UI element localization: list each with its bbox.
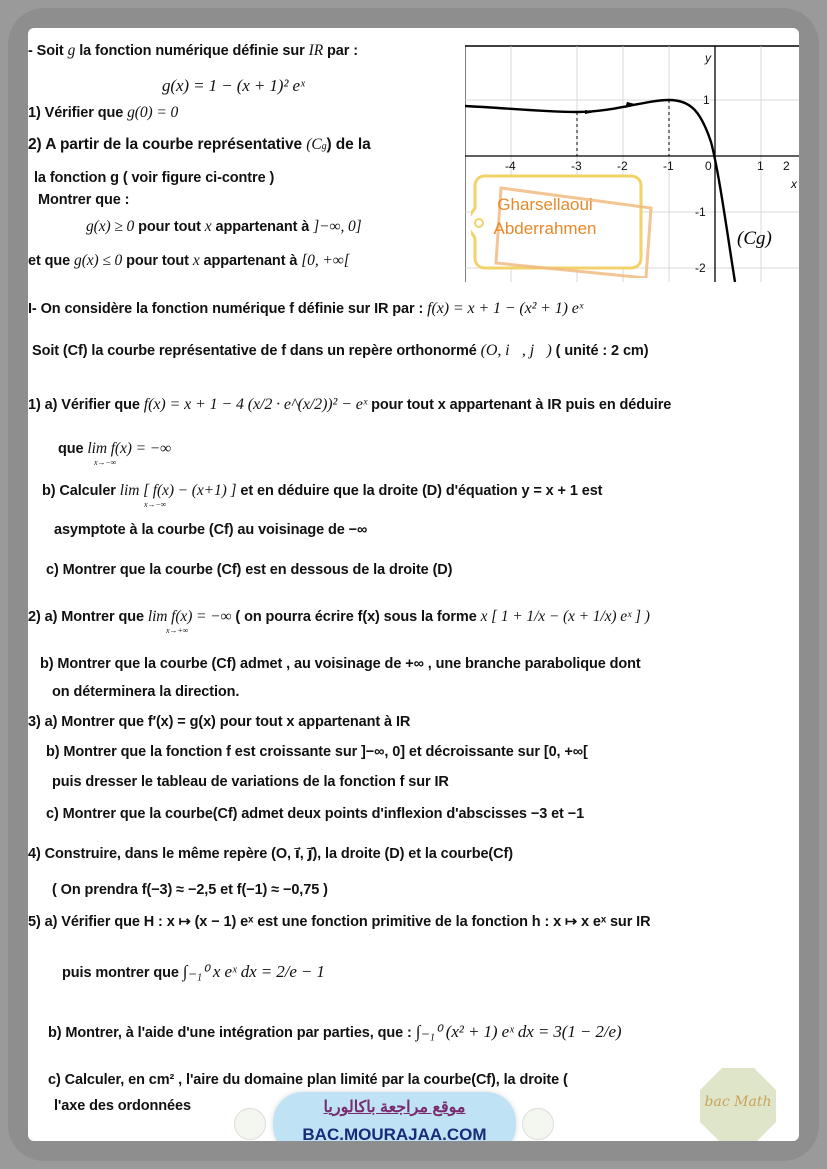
q1a-lim-sub: x→−∞ xyxy=(94,458,117,467)
ineq1-expr: g(x) ≥ 0 xyxy=(86,218,135,235)
q1c-line: c) Montrer que la courbe (Cf) est en dessous de la droite (D) xyxy=(46,562,453,578)
q3b-line2: puis dresser le tableau de variations de la fonction f sur IR xyxy=(52,774,449,790)
q1a-que: que xyxy=(58,441,84,457)
xtick-m2: -2 xyxy=(617,159,628,173)
q2-line1: 2) A partir de la courbe représentative (Cg) de la xyxy=(28,136,371,153)
q1-label: 1) Vérifier que xyxy=(28,105,124,121)
q3c-line: c) Montrer que la courbe(Cf) admet deux points d'inflexion d'abscisses −3 et −1 xyxy=(46,806,585,822)
badge-text: bac Math xyxy=(704,1094,772,1110)
xtick-0: 0 xyxy=(705,159,712,173)
q2-line2: la fonction g ( voir figure ci-contre ) xyxy=(34,170,275,186)
q2-text: 2) A partir de la courbe représentative xyxy=(28,136,303,153)
intro-text-e: par : xyxy=(327,43,358,59)
cg-label: (Cg) xyxy=(737,228,772,249)
watermark-line1: Gharsellaoui xyxy=(497,195,593,214)
unite: ( unité : 2 cm) xyxy=(555,343,649,359)
footer-logo-left-icon xyxy=(234,1108,266,1140)
footer-arabic[interactable]: موقع مراجعة باكالوريا xyxy=(323,1099,466,1116)
q5c-line: c) Calculer, en cm² , l'aire du domaine plan limité par la courbe(Cf), la droite ( xyxy=(48,1072,568,1088)
xtick-1: 1 xyxy=(757,159,764,173)
ytick-m1: -1 xyxy=(695,205,706,219)
q5c-line2: l'axe des ordonnées xyxy=(54,1098,191,1114)
q4-hint: ( On prendra f(−3) ≈ −2,5 et f(−1) ≈ −0,75 ) xyxy=(52,882,328,898)
q5b-line xyxy=(48,1022,621,1042)
repere: (O, i⃗, j⃗) xyxy=(480,342,552,359)
q2a-form: x [ 1 + 1/x − (x + 1/x) eˣ ] ) xyxy=(480,608,650,625)
q2a-label: 2) a) Montrer que xyxy=(28,609,144,625)
document-sheet xyxy=(28,28,799,1141)
intro-ir: IR xyxy=(308,42,324,59)
q3b-line: b) Montrer que la fonction f est croissante sur ]−∞, 0] et décroissante sur [0, +∞[ xyxy=(46,744,588,760)
part1-intro xyxy=(28,42,358,60)
q1b-label: b) Calculer xyxy=(42,483,116,499)
q1b-lim: lim [ f(x) − (x+1) ] xyxy=(119,482,237,499)
ineq1-text: pour tout xyxy=(138,219,201,235)
ineq2-text: pour tout xyxy=(126,253,189,269)
q2b-line2: on déterminera la direction. xyxy=(52,684,240,700)
q2a-end: ( on pourra écrire f(x) sous la forme xyxy=(235,609,477,625)
part2-soit xyxy=(32,342,648,360)
q1a-expr: f(x) = x + 1 − 4 (x/2 · e^(x/2))² − eˣ xyxy=(143,396,368,413)
ytick-m2: -2 xyxy=(695,261,706,275)
soit-text: Soit (Cf) la courbe représentative de f dans un repère orthonormé xyxy=(32,343,477,359)
xtick-m3: -3 xyxy=(571,159,582,173)
q2a-lim-sub: x→+∞ xyxy=(166,626,189,635)
ineq1-var: x xyxy=(204,218,212,235)
q2-text-end: ) de la xyxy=(326,136,371,153)
ineq2-text2: appartenant à xyxy=(203,253,298,269)
intro-text-c: la fonction numérique définie sur xyxy=(79,43,305,59)
part2-intro xyxy=(28,300,583,318)
q2b-line: b) Montrer que la courbe (Cf) admet , au voisinage de +∞ , une branche parabolique dont xyxy=(40,656,641,672)
q5b-text: b) Montrer, à l'aide d'une intégration par parties, que : xyxy=(48,1025,412,1041)
q2a-lim: lim f(x) = −∞ xyxy=(147,608,232,625)
q5a-line2 xyxy=(62,962,325,982)
q1a-label: 1) a) Vérifier que xyxy=(28,397,140,413)
intro-g: g xyxy=(67,42,76,59)
q1b-line xyxy=(42,482,603,509)
ineq1-interval: ]−∞, 0] xyxy=(313,218,362,235)
q2a-line xyxy=(28,608,650,635)
q1a-line2 xyxy=(58,440,172,467)
ineq2-text0: et que xyxy=(28,253,71,269)
xtick-m1: -1 xyxy=(663,159,674,173)
q1a-end: pour tout x appartenant à IR puis en déduire xyxy=(371,397,672,413)
ineq2-expr: g(x) ≤ 0 xyxy=(74,252,123,269)
q1-expr: g(0) = 0 xyxy=(127,104,179,121)
y-axis-label: y xyxy=(705,51,711,65)
q4-line: 4) Construire, dans le même repère (O, i⃗, j⃗), la droite (D) et la courbe(Cf) xyxy=(28,846,513,862)
q5a-integral: ∫₋₁⁰ x eˣ dx = 2/e − 1 xyxy=(182,962,325,981)
q2-ineq1 xyxy=(86,218,362,236)
q5a-text: puis montrer que xyxy=(62,965,179,981)
q1a-lim: lim f(x) = −∞ xyxy=(87,440,172,457)
q2-cg: (C xyxy=(306,136,322,153)
xtick-m4: -4 xyxy=(505,159,516,173)
watermark-line2: Abderrahmen xyxy=(493,219,597,238)
x-axis-label: x xyxy=(791,177,797,191)
watermark-text xyxy=(480,193,610,241)
ineq1-text2: appartenant à xyxy=(215,219,310,235)
ineq2-interval: [0, +∞[ xyxy=(301,252,350,269)
xtick-2: 2 xyxy=(783,159,790,173)
q5b-integral: ∫₋₁⁰ (x² + 1) eˣ dx = 3(1 − 2/e) xyxy=(415,1022,622,1041)
q1b-line2: asymptote à la courbe (Cf) au voisinage de −∞ xyxy=(54,522,368,538)
q2-ineq2 xyxy=(28,252,350,270)
q2-line3: Montrer que : xyxy=(38,192,130,208)
q1a-line xyxy=(28,396,671,414)
q5a-line: 5) a) Vérifier que H : x ↦ (x − 1) eˣ est une fonction primitive de la fonction h : x ↦ x eˣ sur IR xyxy=(28,914,651,930)
q1-line xyxy=(28,104,178,122)
q3a-line: 3) a) Montrer que f′(x) = g(x) pour tout x appartenant à IR xyxy=(28,714,411,730)
f-definition: f(x) = x + 1 − (x² + 1) eˣ xyxy=(427,300,584,317)
ytick-1: 1 xyxy=(703,93,710,107)
footer-url[interactable]: BAC.MOURAJAA.COM xyxy=(302,1125,487,1141)
footer-logo-right-icon xyxy=(522,1108,554,1140)
q1b-end: et en déduire que la droite (D) d'équation y = x + 1 est xyxy=(240,483,603,499)
g-definition: g(x) = 1 − (x + 1)² eˣ xyxy=(162,76,305,95)
part2-intro-text: I- On considère la fonction numérique f définie sur IR par : xyxy=(28,301,424,317)
ineq2-var: x xyxy=(192,252,200,269)
intro-text-a: - Soit xyxy=(28,43,64,59)
q1b-lim-sub: x→−∞ xyxy=(144,500,167,509)
